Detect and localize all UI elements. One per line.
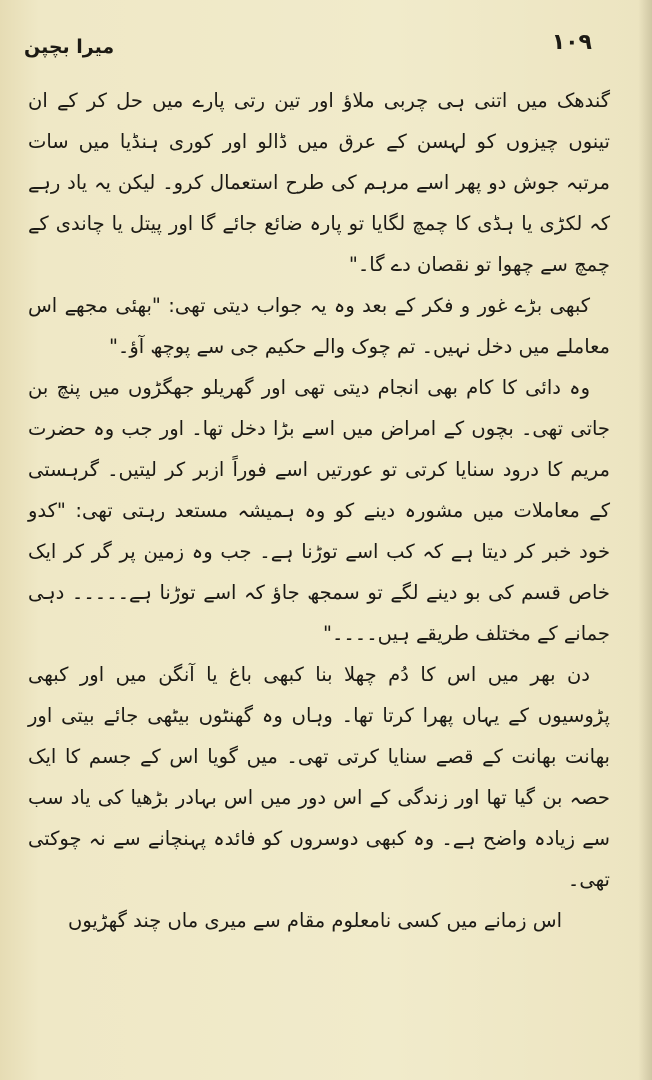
paragraph: دن بھر میں اس کا دُم چھلا بنا کبھی باغ یا آنگن میں اور کبھی پڑوسیوں کے یہاں پھرا کرتا تھا۔ وہاں وہ گھنٹوں بیٹھی جائے بیتی اور بھانت بھانت کے قصے سنایا کرتی تھی۔ میں گویا اس کے جسم کا ایک حصہ بن گیا تھا اور زندگی کے اس دور میں اس بہادر بڑھیا کی یاد سب سے زیادہ واضح ہے۔ وہ کبھی دوسروں کو فائدہ پہنچانے سے نہ چوکتی تھی۔ [28, 663, 610, 891]
body-text [28, 80, 610, 941]
paragraph: اس زمانے میں کسی نامعلوم مقام سے میری ماں چند گھڑیوں [68, 909, 562, 932]
paragraph: گندھک میں اتنی ہی چربی ملاؤ اور تین رتی پارے میں حل کر کے ان تینوں چیزوں کو لہسن کے عرق میں ڈالو اور کوری ہنڈیا میں سات مرتبہ جوش دو پھر اسے مرہم کی طرح استعمال کرو۔ لیکن یہ یاد رہے کہ لکڑی یا ہڈی کا چمچ لگایا تو پارہ ضائع جائے گا اور پیتل یا چاندی کے چمچ سے چھوا تو نقصان دے گا۔" [28, 89, 610, 276]
page-number: ۱۰۹ [551, 30, 592, 55]
running-title: میرا بچپن [24, 36, 115, 58]
paragraph: وہ دائی کا کام بھی انجام دیتی تھی اور گھریلو جھگڑوں میں پنچ بن جاتی تھی۔ بچوں کے امراض میں اسے بڑا دخل تھا۔ اور جب وہ حضرت مریم کا درود سنایا کرتی تو عورتیں اسے فوراً ازبر کر لیتیں۔ گرہستی کے معاملات میں مشورہ دینے کو وہ ہمیشہ مستعد رہتی تھی: "کدو خود خبر کر دیتا ہے کہ کب اسے توڑنا ہے۔ جب وہ زمین پر گر کر ایک خاص قسم کی بو دینے لگے تو سمجھ جاؤ کہ اسے توڑنا ہے۔۔۔۔۔ دہی جمانے کے مختلف طریقے ہیں۔۔۔۔" [28, 376, 610, 645]
paragraph: کبھی بڑے غور و فکر کے بعد وہ یہ جواب دیتی تھی: "بھئی مجھے اس معاملے میں دخل نہیں۔ تم چوک والے حکیم جی سے پوچھ آؤ۔" [28, 294, 610, 358]
